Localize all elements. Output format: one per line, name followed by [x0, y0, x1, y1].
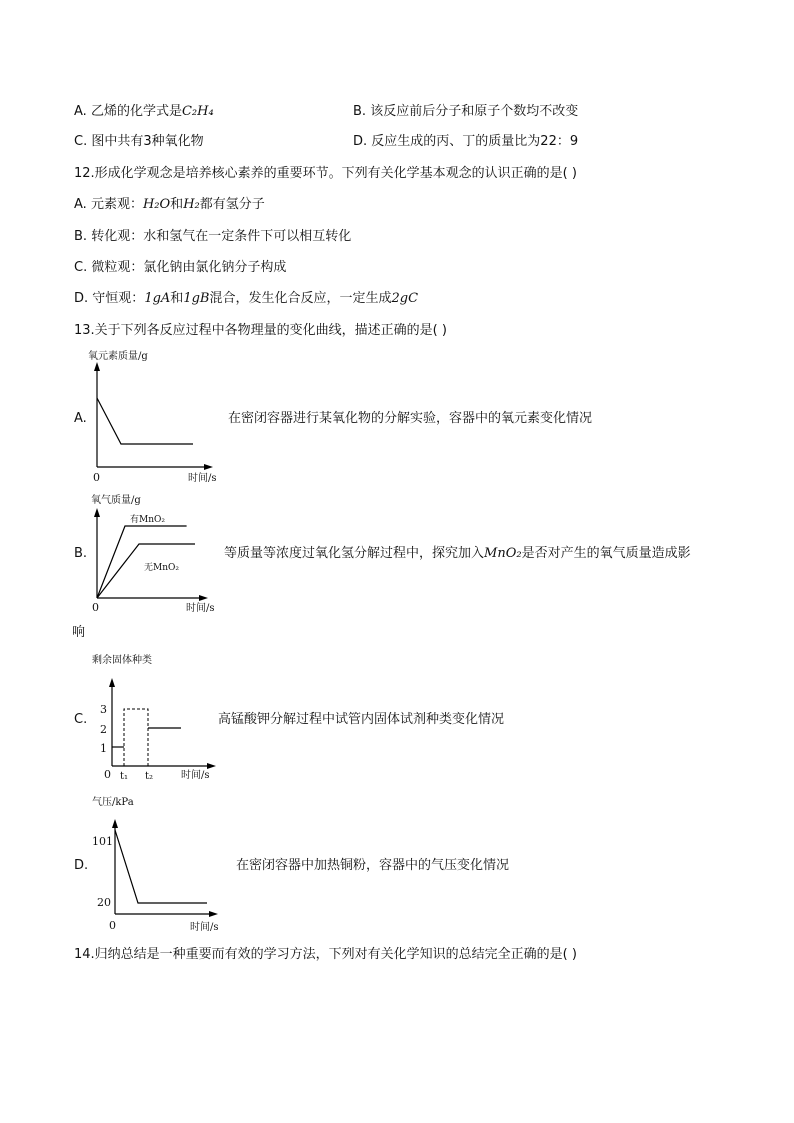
q12-option-b	[74, 229, 351, 245]
dashed-guide	[124, 709, 148, 766]
y-tick-2: 2	[100, 723, 107, 736]
q13-option-c-desc: 高锰酸钾分解过程中试管内固体试剂种类变化情况	[218, 712, 505, 727]
x-axis-label: 时间/s	[181, 770, 210, 781]
q13-option-b-letter: B.	[74, 546, 88, 561]
series-line	[97, 398, 193, 444]
option-letter: D.	[74, 291, 89, 306]
q12-option-c	[74, 260, 286, 276]
option-letter: D.	[353, 134, 368, 149]
x-axis-label: 时间/s	[186, 603, 215, 614]
option-text: 都有氢分子	[199, 197, 265, 212]
q12-option-a	[74, 197, 265, 213]
q13-option-b-desc-wrap: 响	[72, 625, 86, 640]
x-tick-t1: t₁	[120, 771, 129, 782]
origin-label: 0	[92, 601, 99, 614]
option-text: 反应生成的丙、丁的质量比为22：9	[371, 134, 579, 149]
y-axis-label: 气压/kPa	[92, 797, 134, 808]
q11-option-d	[353, 134, 578, 150]
y-axis-label: 剩余固体种类	[92, 655, 152, 666]
q13-option-a-desc: 在密闭容器进行某氧化物的分解实验，容器中的氧元素变化情况	[228, 411, 593, 426]
option-text: 乙烯的化学式是	[90, 104, 182, 119]
option-letter: C.	[74, 134, 88, 149]
option-text: 和	[170, 291, 184, 306]
chart-a	[86, 345, 226, 485]
origin-label: 0	[93, 471, 100, 484]
origin-label: 0	[104, 768, 111, 781]
x-arrow	[204, 464, 213, 470]
formula: C₂H₄	[181, 104, 214, 119]
series-label-with-mno2: 有MnO₂	[130, 515, 165, 525]
y-arrow	[112, 819, 118, 828]
series-line-with-mno2	[97, 526, 187, 598]
option-text: 元素观：	[90, 197, 143, 212]
q14-stem: 14.归纳总结是一种重要而有效的学习方法，下列对有关化学知识的总结完全正确的是( )	[74, 947, 577, 962]
chart-c	[86, 648, 226, 788]
desc-text: 是否对产生的氧气质量造成影	[521, 546, 691, 561]
y-arrow	[109, 678, 115, 687]
y-arrow	[94, 508, 100, 517]
q13-option-b-desc	[224, 546, 691, 562]
y-tick-20: 20	[97, 896, 111, 909]
series-label-without-mno2: 无MnO₂	[144, 563, 179, 573]
option-letter: B.	[74, 229, 88, 244]
chart-b	[86, 488, 226, 618]
option-letter: A.	[74, 197, 87, 212]
formula: H₂	[183, 197, 200, 212]
y-tick-3: 3	[100, 703, 107, 716]
option-text: 该反应前后分子和原子个数均不改变	[370, 104, 579, 119]
origin-label: 0	[109, 919, 116, 932]
formula: 2gC	[391, 291, 419, 306]
q13-option-d-desc: 在密闭容器中加热铜粉，容器中的气压变化情况	[236, 858, 510, 873]
option-text: 混合，发生化合反应，一定生成	[209, 291, 392, 306]
y-axis-label: 氧元素质量/g	[88, 351, 148, 362]
desc-text: 等质量等浓度过氧化氢分解过程中，探究加入	[224, 546, 485, 561]
q13-option-d-letter: D.	[74, 858, 89, 873]
x-arrow	[209, 911, 218, 917]
formula: H₂O	[142, 197, 171, 212]
x-axis-label: 时间/s	[190, 922, 219, 933]
option-letter: B.	[353, 104, 367, 119]
option-text: 和	[170, 197, 184, 212]
formula: 1gA	[144, 291, 171, 306]
chart-d	[86, 790, 236, 935]
q13-option-a-letter: A.	[74, 411, 87, 426]
option-text: 守恒观：	[92, 291, 145, 306]
q12-option-d	[74, 291, 418, 307]
y-axis-label: 氧气质量/g	[91, 495, 141, 506]
q13-option-c-letter: C.	[74, 712, 88, 727]
formula: 1gB	[183, 291, 210, 306]
x-tick-t2: t₂	[145, 771, 154, 782]
dashed-guides	[124, 709, 148, 766]
option-text: 转化观：水和氢气在一定条件下可以相互转化	[91, 229, 352, 244]
q12-stem: 12.形成化学观念是培养核心素养的重要环节。下列有关化学基本观念的认识正确的是( )	[74, 166, 577, 181]
formula: MnO₂	[484, 546, 522, 561]
q13-stem: 13.关于下列各反应过程中各物理量的变化曲线，描述正确的是( )	[74, 323, 447, 338]
q11-option-a	[74, 104, 214, 120]
q11-option-b	[353, 104, 578, 120]
y-tick-101: 101	[92, 835, 113, 848]
series-line	[115, 830, 207, 903]
option-text: 微粒观：氯化钠由氯化钠分子构成	[91, 260, 287, 275]
option-letter: A.	[74, 104, 87, 119]
option-text: 图中共有3种氧化物	[91, 134, 204, 149]
q11-option-c	[74, 134, 204, 150]
option-letter: C.	[74, 260, 88, 275]
x-arrow	[207, 763, 216, 769]
y-tick-1: 1	[100, 742, 107, 755]
y-arrow	[94, 362, 100, 371]
x-axis-label: 时间/s	[188, 473, 217, 484]
x-arrow	[199, 595, 208, 601]
